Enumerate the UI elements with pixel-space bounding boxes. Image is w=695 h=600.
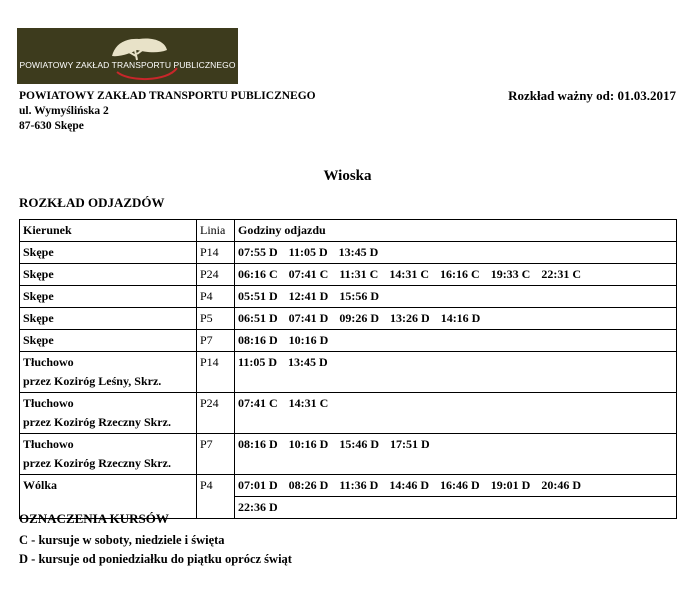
- departure-time: 14:31 C: [389, 267, 430, 281]
- table-row: [20, 242, 677, 264]
- tree-logo-icon: [17, 28, 238, 84]
- departure-time: 07:55 D: [238, 245, 278, 259]
- direction-text: Tłuchowo: [23, 396, 74, 410]
- departure-time: 09:26 D: [339, 311, 380, 325]
- departure-time: 11:36 D: [339, 478, 379, 492]
- departure-time: 15:56 D: [339, 289, 380, 303]
- departure-time: 06:16 C: [238, 267, 278, 281]
- line-cell: P4: [197, 286, 235, 308]
- departure-time: 14:16 D: [440, 311, 481, 325]
- legend-title: OZNACZENIA KURSÓW: [19, 511, 169, 526]
- header-line: Linia: [197, 220, 235, 242]
- departure-time: 13:45 D: [338, 245, 379, 259]
- direction-cell: [20, 308, 197, 330]
- departure-time: 07:41 C: [288, 267, 329, 281]
- departure-time: 10:16 D: [288, 437, 329, 451]
- header-times: Godziny odjazdu: [235, 220, 677, 242]
- departure-time: 11:05 D: [288, 245, 328, 259]
- direction-text: przez Koziróg Leśny, Skrz.: [23, 374, 162, 388]
- line-cell: P24: [197, 393, 235, 434]
- times-cell: [235, 475, 677, 497]
- line-cell: P4: [197, 475, 235, 519]
- departure-time: 13:26 D: [390, 311, 430, 325]
- departure-time: 08:26 D: [288, 478, 329, 492]
- departure-time: 19:33 C: [490, 267, 531, 281]
- times-cell: [235, 497, 677, 519]
- company-address: [19, 89, 316, 134]
- line-cell: P7: [197, 330, 235, 352]
- direction-text: Tłuchowo: [23, 355, 74, 369]
- line-cell: P14: [197, 242, 235, 264]
- direction-text: przez Koziróg Rzeczny Skrz.: [23, 456, 171, 470]
- company-logo: [17, 28, 238, 84]
- times-cell: [235, 264, 677, 286]
- logo-text: POWIATOWY ZAKŁAD TRANSPORTU PUBLICZNEGO: [19, 60, 236, 70]
- direction-cell: [20, 286, 197, 308]
- departure-time: 16:16 C: [440, 267, 480, 281]
- departure-time: 22:36 D: [238, 500, 278, 514]
- departure-time: 12:41 D: [288, 289, 329, 303]
- direction-text: Skępe: [23, 289, 54, 303]
- direction-cell: [20, 242, 197, 264]
- departure-time: 17:51 D: [390, 437, 430, 451]
- times-cell: [235, 393, 677, 434]
- times-cell: [235, 308, 677, 330]
- departure-time: 11:05 D: [238, 355, 277, 369]
- company-street: ul. Wymyślińska 2: [19, 105, 109, 117]
- departure-time: 22:31 C: [541, 267, 582, 281]
- departure-time: 19:01 D: [490, 478, 531, 492]
- departure-time: 20:46 D: [541, 478, 582, 492]
- departure-time: 14:46 D: [389, 478, 430, 492]
- departure-time: 07:41 C: [238, 396, 278, 410]
- direction-text: Skępe: [23, 311, 54, 325]
- departure-time: 05:51 D: [238, 289, 278, 303]
- departure-time: 06:51 D: [238, 311, 278, 325]
- departure-time: 10:16 D: [288, 333, 329, 347]
- table-row: [20, 352, 677, 393]
- departure-time: 08:16 D: [238, 333, 278, 347]
- company-city: 87-630 Skępe: [19, 120, 84, 132]
- legend-item-c: C - kursuje w soboty, niedziele i święta: [19, 533, 225, 547]
- line-cell: P14: [197, 352, 235, 393]
- line-cell: P24: [197, 264, 235, 286]
- direction-text: Skępe: [23, 267, 54, 281]
- departure-time: 07:41 D: [288, 311, 329, 325]
- direction-cell: [20, 330, 197, 352]
- direction-cell: [20, 264, 197, 286]
- times-cell: [235, 286, 677, 308]
- timetable-body: [20, 242, 677, 519]
- times-cell: [235, 434, 677, 475]
- table-row: [20, 330, 677, 352]
- table-row: [20, 393, 677, 434]
- direction-text: Wólka: [23, 478, 58, 492]
- stop-name: Wioska: [323, 168, 372, 184]
- departure-time: 13:45 D: [288, 355, 328, 369]
- departure-time: 07:01 D: [238, 478, 278, 492]
- line-cell: P5: [197, 308, 235, 330]
- departure-time: 15:46 D: [339, 437, 380, 451]
- departure-time: 14:31 C: [288, 396, 329, 410]
- direction-text: przez Koziróg Rzeczny Skrz.: [23, 415, 171, 429]
- table-row: [20, 475, 677, 497]
- direction-text: Tłuchowo: [23, 437, 74, 451]
- direction-cell: [20, 393, 197, 434]
- direction-cell: [20, 434, 197, 475]
- timetable: [19, 219, 677, 519]
- table-header-row: [20, 220, 677, 242]
- company-name: POWIATOWY ZAKŁAD TRANSPORTU PUBLICZNEGO: [19, 90, 316, 102]
- table-row: [20, 308, 677, 330]
- header-direction: Kierunek: [20, 220, 197, 242]
- table-row: [20, 286, 677, 308]
- direction-text: Skępe: [23, 245, 54, 259]
- departure-time: 08:16 D: [238, 437, 278, 451]
- legend-item-d: D - kursuje od poniedziałku do piątku oprócz świąt: [19, 552, 292, 566]
- direction-cell: [20, 352, 197, 393]
- departure-time: 11:31 C: [339, 267, 379, 281]
- times-cell: [235, 242, 677, 264]
- times-cell: [235, 330, 677, 352]
- times-cell: [235, 352, 677, 393]
- table-row: [20, 264, 677, 286]
- section-title: ROZKŁAD ODJAZDÓW: [19, 195, 165, 210]
- valid-from: Rozkład ważny od: 01.03.2017: [508, 88, 676, 103]
- line-cell: P7: [197, 434, 235, 475]
- direction-text: Skępe: [23, 333, 54, 347]
- departure-time: 16:46 D: [440, 478, 480, 492]
- table-row: [20, 434, 677, 475]
